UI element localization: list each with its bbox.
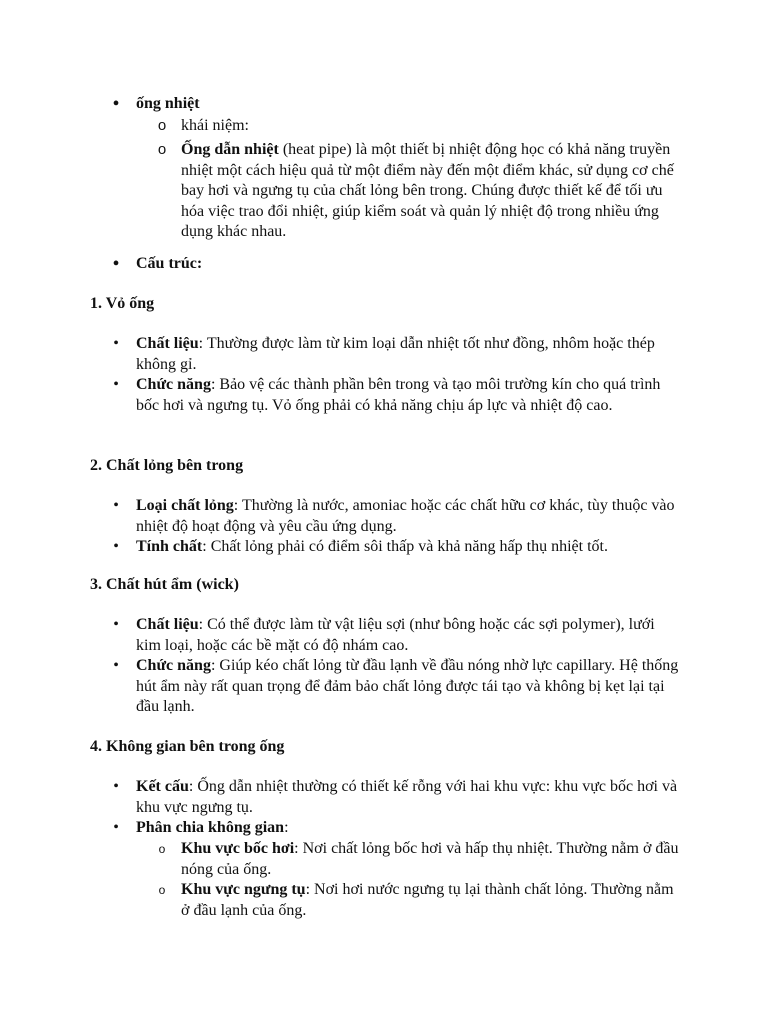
item-term: Khu vực ngưng tụ [181,881,306,898]
item-term: Chức năng [136,376,211,393]
sub-bullet-marker: o [158,883,166,897]
list-item-loai-chat-long [136,496,681,537]
list-item-label: ống nhiệt [136,95,200,112]
bullet-marker: • [112,253,120,275]
item-term: Tính chất [136,538,203,555]
item-term: Phân chia không gian [136,819,285,836]
bullet-marker: • [113,778,119,795]
bullet-marker: • [113,538,119,555]
bullet-marker: • [113,335,119,352]
section-heading-chat-long: 2. Chất lỏng bên trong [90,457,244,474]
bullet-marker: • [113,497,119,514]
list-item-tinh-chat [136,537,696,558]
item-text: : Có thể được làm từ vật liệu sợi (như bông hoặc các sợi polymer), lưới kim loại, hoặc các bề mặt có độ nhám cao. [136,616,655,654]
list-item-ket-cau [136,777,681,818]
item-term: Khu vực bốc hơi [181,840,295,857]
bullet-marker: • [113,376,119,393]
list-item-chat-lieu [136,334,681,375]
list-item-phan-chia [136,818,681,839]
item-text: : Giúp kéo chất lỏng từ đầu lạnh về đầu nóng nhờ lực capillary. Hệ thống hút ẩm này rất quan trọng để đảm bảo chất lỏng được tái tạo và không bị kẹt lại tại đầu lạnh. [136,657,679,715]
list-item-chuc-nang-wick [136,656,681,718]
sub-item-definition [181,140,681,243]
list-item-chuc-nang [136,375,681,416]
list-item-label: Cấu trúc: [136,255,203,272]
item-term: Chất liệu [136,616,199,633]
item-text: : Nơi hơi nước ngưng tụ lại thành chất lỏng. Thường nằm ở đầu lạnh của ống. [181,881,674,919]
sub-item-khai-niem: khái niệm: [181,117,249,134]
bullet-marker: • [112,93,120,115]
bullet-marker: • [113,616,119,633]
bullet-marker: • [113,819,119,836]
section-heading-vo-ong: 1. Vỏ ống [90,295,155,312]
item-text: : Thường là nước, amoniac hoặc các chất hữu cơ khác, tùy thuộc vào nhiệt độ hoạt động và yêu cầu ứng dụng. [136,497,675,535]
sub-bullet-marker: o [157,117,167,134]
item-text: : Chất lỏng phải có điểm sôi thấp và khả năng hấp thụ nhiệt tốt. [202,538,608,555]
item-term: Chất liệu [136,335,199,352]
item-text: : Bảo vệ các thành phần bên trong và tạo môi trường kín cho quá trình bốc hơi và ngưng tụ. Vỏ ống phải có khả năng chịu áp lực và nhiệt độ cao. [136,376,661,414]
item-term: Loại chất lỏng [136,497,234,514]
sub-item-khu-vuc-boc-hoi [181,839,681,880]
item-text: : Thường được làm từ kim loại dẫn nhiệt tốt như đồng, nhôm hoặc thép không gỉ. [136,335,655,373]
bullet-marker: • [113,657,119,674]
list-item-ong-nhiet [136,94,696,115]
item-text: : Nơi chất lỏng bốc hơi và hấp thụ nhiệt. Thường nằm ở đầu nóng của ống. [181,840,679,878]
item-text: : Ống dẫn nhiệt thường có thiết kế rỗng với hai khu vực: khu vực bốc hơi và khu vực ngưng tụ. [136,778,678,816]
definition-text: (heat pipe) là một thiết bị nhiệt động học có khả năng truyền nhiệt một cách hiệu quả từ một điểm này đến một điểm khác, sử dụng cơ chế bay hơi và ngưng tụ của chất lỏng bên trong. Chúng được thiết kế để tối ưu hóa việc trao đổi nhiệt, giúp kiểm soát và quản lý nhiệt độ trong nhiều ứng dụng khác nhau. [181,141,674,240]
sub-bullet-marker: o [158,842,166,856]
item-text: : [284,819,289,836]
sub-bullet-marker: o [157,141,167,158]
section-heading-chat-hut-am: 3. Chất hút ẩm (wick) [90,576,239,593]
list-item-cau-truc [136,254,696,275]
list-item-chat-lieu-wick [136,615,681,656]
item-term: Kết cấu [136,778,189,795]
sub-item-khu-vuc-ngung-tu [181,880,681,921]
section-heading-khong-gian: 4. Không gian bên trong ống [90,738,285,755]
item-term: Chức năng [136,657,211,674]
definition-term: Ống dẫn nhiệt [181,141,279,158]
